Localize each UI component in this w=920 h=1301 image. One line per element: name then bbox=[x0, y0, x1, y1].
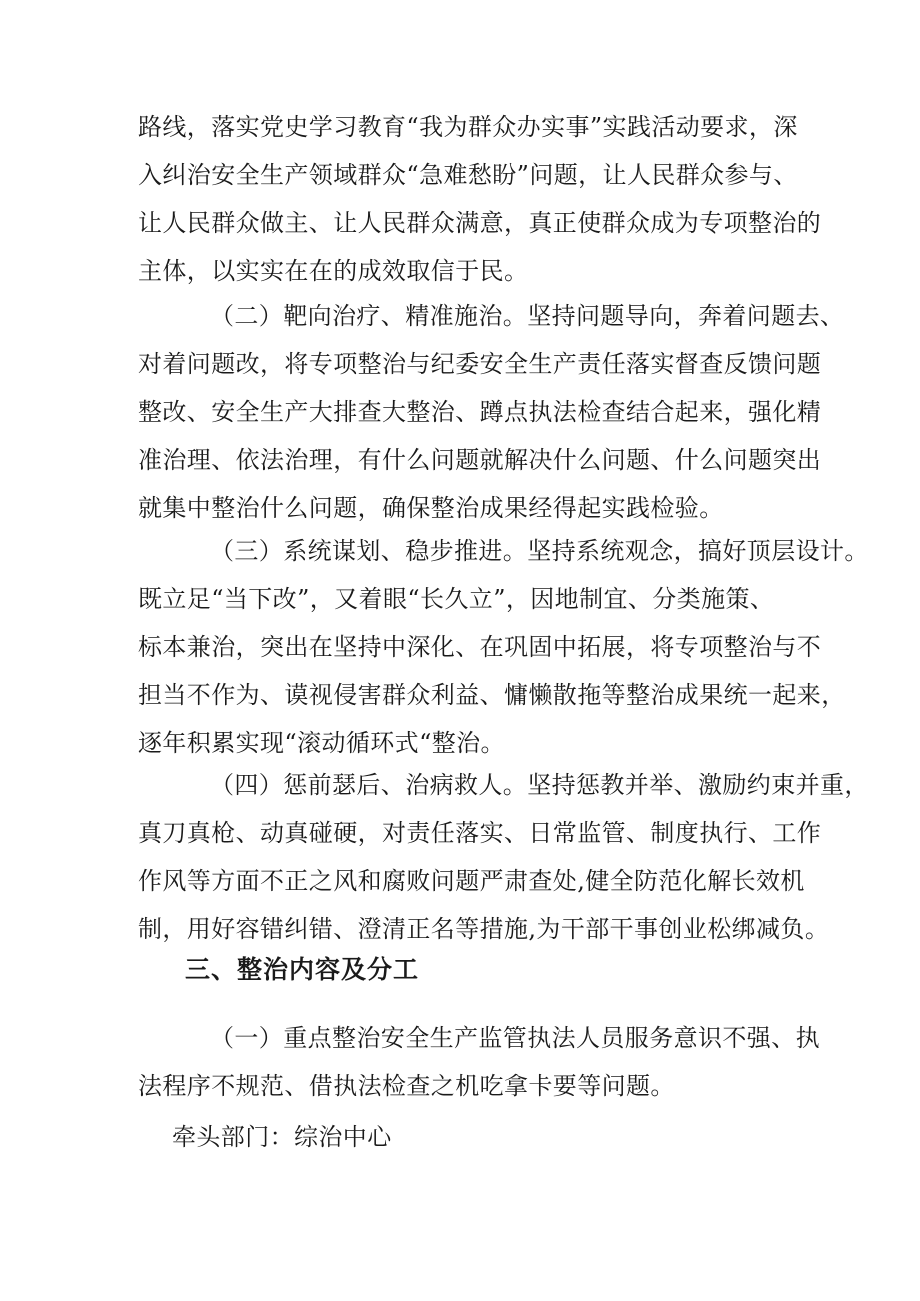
text-line: 担当不作为、谟视侵害群众利益、慵懒散拖等整治成果统一起来， bbox=[138, 681, 846, 709]
text-line: （三）系统谋划、稳步推进。坚持系统观念，搞好顶层设计。 bbox=[210, 537, 869, 565]
lead-department-line bbox=[138, 1113, 798, 1161]
subsection-paragraph bbox=[138, 1014, 820, 1110]
text-line: 主体，以实实在在的成效取信于民。 bbox=[138, 257, 529, 285]
text-line: 作风等方面不正之风和腐败问题严肃查处,健全防范化解长效机 bbox=[138, 867, 805, 895]
text-line: 入纠治安全生产领域群众“急难愁盼”问题，让人民群众参与、 bbox=[138, 161, 798, 189]
text-line: 标本兼治，突出在坚持中深化、在巩固中拓展，将专项整治与不 bbox=[138, 633, 822, 661]
text-line: 让人民群众做主、让人民群众满意，真正使群众成为专项整治的 bbox=[138, 209, 822, 237]
paragraph-three bbox=[138, 527, 869, 767]
text-line: 路线，落实党史学习教育“我为群众办实事”实践活动要求，深 bbox=[138, 113, 798, 141]
text-line: 制，用好容错纠错、澄清正名等措施,为干部干事创业松绑减负。 bbox=[138, 915, 830, 943]
text-line: 整改、安全生产大排查大整治、蹲点执法检查结合起来，强化精 bbox=[138, 398, 822, 426]
text-line: （二）靶向治疗、精准施治。坚持问题导向，奔着问题去、 bbox=[210, 302, 845, 330]
paragraph-two bbox=[138, 292, 845, 532]
text-line: 既立足“当下改”，又着眼“长久立”，因地制宜、分类施策、 bbox=[138, 585, 775, 613]
paragraph-intro-continuation bbox=[138, 103, 822, 295]
section-heading: 三、整治内容及分工 bbox=[185, 955, 420, 984]
paragraph-four bbox=[138, 761, 869, 953]
text-line: 对着问题改，将专项整治与纪委安全生产责任落实督查反馈问题 bbox=[138, 350, 822, 378]
text-line: 真刀真枪、动真碰硬，对责任落实、日常监管、制度执行、工作 bbox=[138, 819, 822, 847]
text-line: 就集中整治什么问题，确保整治成果经得起实践检验。 bbox=[138, 494, 724, 522]
text-line: （四）惩前瑟后、治病救人。坚持惩教并举、激励约束并重， bbox=[210, 771, 869, 799]
text-line: 准治理、依法治理，有什么问题就解决什么问题、什么问题突出 bbox=[138, 446, 822, 474]
text-line: 法程序不规范、借执法检查之机吃拿卡要等问题。 bbox=[138, 1072, 675, 1100]
text-line: 逐年积累实现“滚动循环式“整治。 bbox=[138, 729, 505, 757]
text-line: （一）重点整治安全生产监管执法人员服务意识不强、执 bbox=[210, 1024, 820, 1052]
lead-department-text: 牵头部门：综治中心 bbox=[172, 1123, 392, 1151]
